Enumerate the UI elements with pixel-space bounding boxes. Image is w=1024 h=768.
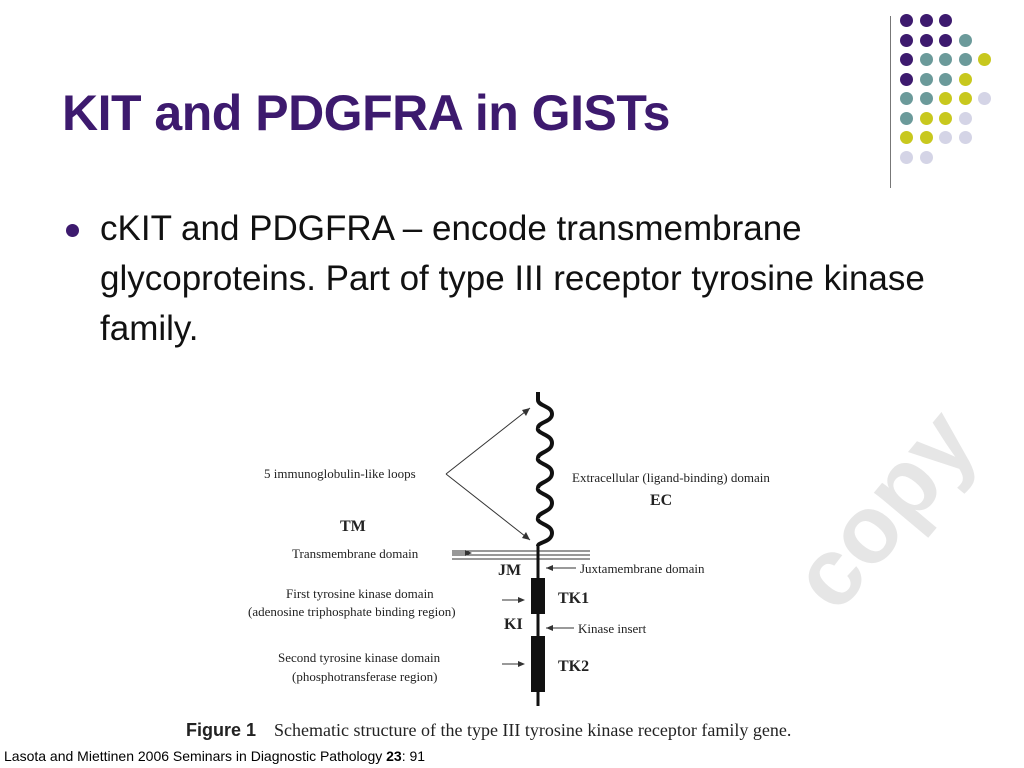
citation-text: Lasota and Miettinen 2006 Seminars in Diagnostic Pathology	[4, 748, 387, 764]
tk2-label: TK2	[558, 658, 590, 675]
tk1-label: TK1	[558, 590, 590, 607]
decorative-dot	[900, 151, 913, 164]
decorative-dot	[959, 112, 972, 125]
decorative-dot	[900, 73, 913, 86]
decorative-dot	[920, 131, 933, 144]
slide-title: KIT and PDGFRA in GISTs	[62, 85, 670, 141]
decorative-dot	[920, 53, 933, 66]
decorative-dot	[900, 34, 913, 47]
decorative-dot	[939, 131, 952, 144]
ki-label: KI	[504, 616, 523, 633]
decorative-dot	[900, 14, 913, 27]
decorative-dot	[978, 92, 991, 105]
decorative-dot	[920, 92, 933, 105]
bullet-text: cKIT and PDGFRA – encode transmembrane glycoproteins. Part of type III receptor tyrosine kinase family.	[100, 209, 925, 348]
decorative-dot	[959, 73, 972, 86]
decorative-dot	[959, 92, 972, 105]
title-divider-line	[890, 16, 891, 188]
tk2-description-line2: (phosphotransferase region)	[292, 669, 438, 684]
tk2-block	[531, 636, 545, 692]
decorative-dot	[920, 151, 933, 164]
loops-label: 5 immunoglobulin-like loops	[264, 466, 416, 481]
figure-caption-text: Schematic structure of the type III tyrosine kinase receptor family gene.	[274, 720, 792, 740]
figure-caption	[186, 720, 791, 741]
decorative-dot	[939, 73, 952, 86]
decorative-dot	[939, 92, 952, 105]
decorative-dot	[900, 112, 913, 125]
citation-pages: : 91	[401, 748, 426, 764]
citation	[4, 748, 425, 764]
immunoglobulin-loops	[538, 392, 552, 546]
bullet-icon	[66, 224, 79, 237]
decorative-dot	[920, 112, 933, 125]
transmembrane-domain-label: Transmembrane domain	[292, 546, 419, 561]
copy-watermark: copy	[770, 389, 997, 630]
decorative-dot	[920, 73, 933, 86]
decorative-dot	[920, 14, 933, 27]
tk2-description-line1: Second tyrosine kinase domain	[278, 650, 441, 665]
extracellular-domain-label: Extracellular (ligand-binding) domain	[572, 470, 770, 485]
tk1-block	[531, 578, 545, 614]
decorative-dot-grid	[900, 14, 1010, 164]
tm-label: TM	[340, 518, 366, 535]
loops-arrows	[446, 408, 530, 540]
jm-label: JM	[498, 562, 522, 579]
figure-caption-label: Figure 1	[186, 720, 257, 740]
ec-label: EC	[650, 492, 673, 509]
citation-volume: 23	[386, 748, 402, 764]
tk1-description-line1: First tyrosine kinase domain	[286, 586, 434, 601]
decorative-dot	[900, 92, 913, 105]
decorative-dot	[959, 34, 972, 47]
decorative-dot	[939, 112, 952, 125]
juxtamembrane-domain-label: Juxtamembrane domain	[580, 561, 705, 576]
decorative-dot	[900, 53, 913, 66]
kinase-insert-label: Kinase insert	[578, 621, 647, 636]
decorative-dot	[939, 14, 952, 27]
decorative-dot	[959, 131, 972, 144]
tk1-description-line2: (adenosine triphosphate binding region)	[248, 604, 456, 619]
decorative-dot	[939, 53, 952, 66]
decorative-dot	[978, 53, 991, 66]
decorative-dot	[900, 131, 913, 144]
decorative-dot	[939, 34, 952, 47]
receptor-schematic-figure	[240, 388, 930, 760]
decorative-dot	[920, 34, 933, 47]
decorative-dot	[959, 53, 972, 66]
